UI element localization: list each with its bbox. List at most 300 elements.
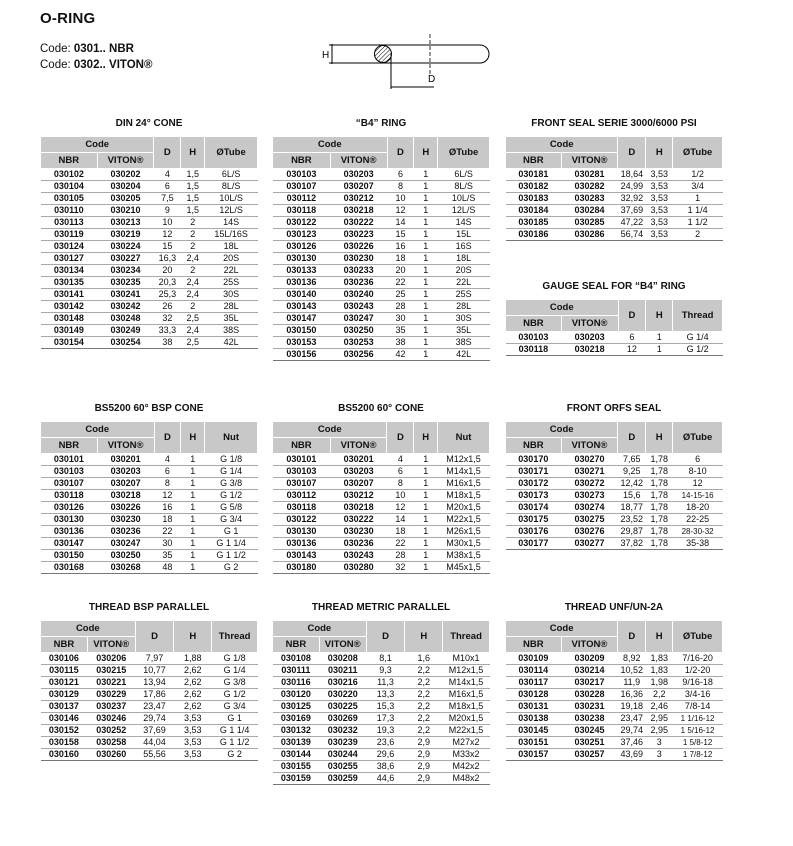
h-cell: 2,4 [181, 289, 205, 301]
last-col-cell: G 1 [212, 713, 258, 725]
viton-cell: 030286 [561, 229, 618, 241]
h-cell: 2,9 [405, 749, 443, 761]
last-col-cell: M18x1,5 [438, 490, 490, 502]
h-cell: 1 [414, 169, 438, 181]
nbr-cell: 030126 [273, 241, 331, 253]
h-cell: 3,53 [646, 169, 673, 181]
nbr-header: NBR [506, 316, 562, 332]
viton-cell: 030282 [561, 181, 618, 193]
nbr-cell: 030112 [273, 490, 331, 502]
h-cell: 1 [414, 337, 438, 349]
last-col-cell: G 3/4 [205, 514, 258, 526]
table-row [41, 229, 258, 241]
d-cell: 37,69 [135, 725, 174, 737]
d-header: D [618, 300, 646, 332]
last-col-header: Thread [443, 621, 490, 653]
diagram-d-label: D [428, 74, 436, 85]
h-cell: 2,2 [405, 713, 443, 725]
h-cell: 1 [414, 193, 438, 205]
d-cell: 6 [387, 466, 414, 478]
viton-cell: 030285 [561, 217, 618, 229]
nbr-cell: 030128 [506, 689, 562, 701]
d-cell: 12 [387, 502, 414, 514]
last-col-cell: 18-20 [673, 502, 723, 514]
viton-cell: 030231 [561, 701, 618, 713]
code-header: Code [506, 422, 618, 438]
last-col-cell: 30S [205, 289, 258, 301]
table-row [41, 466, 258, 478]
table-row [506, 677, 723, 689]
h-cell: 3 [646, 749, 673, 761]
table-row [506, 725, 723, 737]
nbr-cell: 030182 [506, 181, 562, 193]
last-col-cell: G 1/4 [212, 665, 258, 677]
nbr-header: NBR [506, 153, 562, 169]
d-cell: 22 [154, 526, 181, 538]
last-col-cell: 1/2 [673, 169, 723, 181]
nbr-cell: 030114 [506, 665, 562, 677]
nbr-cell: 030171 [506, 466, 562, 478]
last-col-cell: G 1 1/4 [212, 725, 258, 737]
h-cell: 2,95 [646, 713, 673, 725]
last-col-cell: 35L [438, 325, 490, 337]
spec-table [40, 421, 258, 574]
viton-cell: 030228 [561, 689, 618, 701]
table-row [506, 181, 723, 193]
d-cell: 23,47 [618, 713, 646, 725]
spec-table [272, 421, 490, 574]
nbr-cell: 030137 [41, 701, 88, 713]
d-cell: 6 [387, 169, 414, 181]
nbr-cell: 030136 [41, 526, 98, 538]
h-cell: 2 [181, 241, 205, 253]
viton-cell: 030203 [97, 466, 154, 478]
code-prefix: Code: [40, 43, 74, 55]
d-cell: 10,77 [135, 665, 174, 677]
viton-cell: 030272 [561, 478, 618, 490]
table-row [273, 665, 490, 677]
d-cell: 8,1 [366, 653, 405, 665]
d-cell: 20,3 [154, 277, 181, 289]
d-cell: 12 [154, 229, 181, 241]
viton-header: VITON® [561, 637, 618, 653]
h-cell: 1 [181, 514, 205, 526]
viton-cell: 030271 [561, 466, 618, 478]
nbr-cell: 030184 [506, 205, 562, 217]
nbr-cell: 030130 [273, 526, 331, 538]
d-header: D [154, 137, 181, 169]
viton-cell: 030268 [97, 562, 154, 574]
d-cell: 33,3 [154, 325, 181, 337]
viton-header: VITON® [87, 637, 135, 653]
last-col-cell: 42L [438, 349, 490, 361]
viton-cell: 030241 [97, 289, 154, 301]
h-cell: 1 [414, 550, 438, 562]
spec-table [40, 136, 258, 349]
d-cell: 7,65 [618, 454, 646, 466]
h-cell: 1,83 [646, 653, 673, 665]
table-row [41, 562, 258, 574]
d-header: D [366, 621, 405, 653]
table-row [506, 653, 723, 665]
d-cell: 20 [387, 265, 414, 277]
nbr-cell: 030152 [41, 725, 88, 737]
code-header: Code [506, 300, 619, 316]
last-col-cell: M48x2 [443, 773, 490, 785]
d-cell: 20 [154, 265, 181, 277]
d-cell: 37,69 [618, 205, 646, 217]
table-row [41, 725, 258, 737]
last-col-cell: 20S [438, 265, 490, 277]
nbr-cell: 030126 [41, 502, 98, 514]
h-header: H [181, 137, 205, 169]
nbr-header: NBR [41, 153, 98, 169]
code-value: 0302.. VITON® [73, 59, 153, 71]
h-cell: 1,78 [646, 490, 673, 502]
h-header: H [646, 422, 673, 454]
viton-cell: 030235 [97, 277, 154, 289]
nbr-cell: 030104 [41, 181, 98, 193]
d-cell: 23,52 [618, 514, 646, 526]
nbr-cell: 030118 [273, 205, 331, 217]
last-col-cell: G 1/2 [212, 689, 258, 701]
viton-cell: 030203 [330, 466, 387, 478]
last-col-cell: M16x1,5 [443, 689, 490, 701]
table-row [41, 526, 258, 538]
nbr-cell: 030148 [41, 313, 98, 325]
d-header: D [618, 621, 646, 653]
d-cell: 25 [387, 289, 414, 301]
viton-cell: 030226 [97, 502, 154, 514]
code-header: Code [506, 137, 618, 153]
h-cell: 3,53 [174, 737, 212, 749]
viton-cell: 030238 [561, 713, 618, 725]
h-header: H [181, 422, 205, 454]
d-cell: 38 [387, 337, 414, 349]
nbr-cell: 030107 [273, 478, 331, 490]
table-row [273, 205, 490, 217]
viton-cell: 030250 [97, 550, 154, 562]
table-row [273, 761, 490, 773]
d-cell: 47,22 [618, 217, 646, 229]
last-col-cell: 22-25 [673, 514, 723, 526]
d-cell: 11,3 [366, 677, 405, 689]
viton-cell: 030207 [330, 181, 387, 193]
spec-table [272, 620, 490, 785]
viton-header: VITON® [97, 153, 154, 169]
h-cell: 1,98 [646, 677, 673, 689]
h-cell: 2 [181, 301, 205, 313]
h-cell: 3,53 [646, 205, 673, 217]
last-col-cell: 16S [438, 241, 490, 253]
spec-table [505, 299, 723, 356]
last-col-cell: G 2 [212, 749, 258, 761]
d-cell: 32 [387, 562, 414, 574]
table-row [506, 229, 723, 241]
nbr-cell: 030154 [41, 337, 98, 349]
d-header: D [387, 137, 414, 169]
d-cell: 15,6 [618, 490, 646, 502]
table-row [506, 737, 723, 749]
table-row [41, 241, 258, 253]
h-cell: 1 [414, 325, 438, 337]
nbr-cell: 030143 [273, 550, 331, 562]
table-title: THREAD UNF/UN-2A [564, 602, 664, 613]
last-col-cell: M12x1,5 [443, 665, 490, 677]
d-cell: 25,3 [154, 289, 181, 301]
last-col-cell: M18x1,5 [443, 701, 490, 713]
h-cell: 1 [181, 502, 205, 514]
nbr-cell: 030180 [273, 562, 331, 574]
nbr-cell: 030108 [273, 653, 320, 665]
viton-cell: 030283 [561, 193, 618, 205]
viton-cell: 030230 [330, 526, 387, 538]
last-col-cell: G 1 1/4 [205, 538, 258, 550]
code-header: Code [273, 422, 387, 438]
table-row [273, 689, 490, 701]
viton-cell: 030251 [561, 737, 618, 749]
table-row [41, 265, 258, 277]
last-col-header: Thread [212, 621, 258, 653]
h-cell: 2,9 [405, 773, 443, 785]
h-cell: 2,5 [181, 337, 205, 349]
viton-cell: 030252 [87, 725, 135, 737]
last-col-header: Nut [438, 422, 490, 454]
viton-cell: 030230 [330, 253, 387, 265]
h-cell: 1 [181, 490, 205, 502]
nbr-cell: 030133 [273, 265, 331, 277]
nbr-cell: 030119 [41, 229, 98, 241]
h-cell: 3,53 [174, 725, 212, 737]
code-prefix: Code: [40, 59, 74, 71]
h-cell: 1 [414, 253, 438, 265]
h-cell: 2,2 [405, 665, 443, 677]
d-cell: 17,3 [366, 713, 405, 725]
viton-cell: 030275 [561, 514, 618, 526]
o-ring-cross-section-diagram [318, 32, 498, 94]
table-row [273, 265, 490, 277]
d-cell: 16,36 [618, 689, 646, 701]
nbr-cell: 030110 [41, 205, 98, 217]
nbr-cell: 030169 [273, 713, 320, 725]
nbr-cell: 030103 [506, 332, 562, 344]
viton-cell: 030247 [330, 313, 387, 325]
d-cell: 8 [154, 478, 181, 490]
last-col-cell: M20x1,5 [443, 713, 490, 725]
d-cell: 11,9 [618, 677, 646, 689]
last-col-cell: G 5/8 [205, 502, 258, 514]
nbr-cell: 030132 [273, 725, 320, 737]
viton-cell: 030280 [330, 562, 387, 574]
table-row [273, 217, 490, 229]
last-col-cell: 35L [205, 313, 258, 325]
h-cell: 1 [414, 241, 438, 253]
d-header: D [618, 422, 646, 454]
nbr-cell: 030147 [273, 313, 331, 325]
viton-cell: 030242 [97, 301, 154, 313]
d-cell: 26 [154, 301, 181, 313]
table-row [41, 301, 258, 313]
last-col-cell: 1/2-20 [673, 665, 723, 677]
last-col-cell: 1 1/2 [673, 217, 723, 229]
viton-cell: 030212 [330, 193, 387, 205]
nbr-cell: 030149 [41, 325, 98, 337]
nbr-cell: 030102 [41, 169, 98, 181]
table-row [41, 313, 258, 325]
nbr-cell: 030150 [273, 325, 331, 337]
viton-cell: 030205 [97, 193, 154, 205]
spec-table [272, 136, 490, 361]
last-col-cell: 15L/16S [205, 229, 258, 241]
d-cell: 55,56 [135, 749, 174, 761]
nbr-cell: 030115 [41, 665, 88, 677]
d-cell: 37,82 [618, 538, 646, 550]
viton-cell: 030258 [87, 737, 135, 749]
last-col-cell: 7/8-14 [673, 701, 723, 713]
nbr-cell: 030118 [506, 344, 562, 356]
table-title: DIN 24° CONE [115, 118, 183, 129]
table-row [506, 538, 723, 550]
table-row [41, 169, 258, 181]
last-col-cell: G 1/8 [212, 653, 258, 665]
nbr-cell: 030168 [41, 562, 98, 574]
h-cell: 2,2 [405, 725, 443, 737]
last-col-cell: 22L [205, 265, 258, 277]
h-cell: 2,2 [405, 701, 443, 713]
viton-cell: 030273 [561, 490, 618, 502]
last-col-cell: 28L [438, 301, 490, 313]
last-col-header: ØTube [673, 621, 723, 653]
nbr-header: NBR [41, 637, 88, 653]
last-col-cell: M22x1,5 [443, 725, 490, 737]
nbr-cell: 030123 [273, 229, 331, 241]
viton-cell: 030239 [319, 737, 366, 749]
table-row [41, 550, 258, 562]
viton-cell: 030222 [330, 217, 387, 229]
nbr-cell: 030127 [41, 253, 98, 265]
last-col-cell: G 1/2 [673, 344, 723, 356]
table-row [273, 526, 490, 538]
nbr-cell: 030109 [506, 653, 562, 665]
d-header: D [618, 137, 646, 169]
viton-cell: 030260 [87, 749, 135, 761]
h-cell: 1 [414, 514, 438, 526]
viton-cell: 030227 [97, 253, 154, 265]
table-row [273, 701, 490, 713]
nbr-cell: 030183 [506, 193, 562, 205]
last-col-cell: M30x1,5 [438, 538, 490, 550]
h-cell: 1 [646, 332, 673, 344]
h-cell: 1,78 [646, 454, 673, 466]
nbr-cell: 030101 [273, 454, 331, 466]
nbr-cell: 030146 [41, 713, 88, 725]
table-row [273, 538, 490, 550]
h-cell: 1 [414, 289, 438, 301]
nbr-cell: 030103 [41, 466, 98, 478]
table-row [506, 205, 723, 217]
last-col-header: ØTube [205, 137, 258, 169]
h-cell: 2,4 [181, 253, 205, 265]
d-cell: 37,46 [618, 737, 646, 749]
last-col-cell: M22x1,5 [438, 514, 490, 526]
table-row [506, 749, 723, 761]
page-title: O-RING [40, 10, 96, 27]
last-col-cell: G 1/8 [205, 454, 258, 466]
last-col-cell: 12L/S [438, 205, 490, 217]
viton-header: VITON® [330, 153, 387, 169]
table-row [41, 514, 258, 526]
h-cell: 1,5 [181, 169, 205, 181]
viton-cell: 030236 [97, 526, 154, 538]
table-row [41, 749, 258, 761]
table-row [41, 337, 258, 349]
table-row [506, 466, 723, 478]
table-row [506, 713, 723, 725]
d-cell: 23,6 [366, 737, 405, 749]
table-row [41, 490, 258, 502]
code-header: Code [41, 137, 154, 153]
d-cell: 7,5 [154, 193, 181, 205]
h-cell: 1 [414, 313, 438, 325]
table-row [273, 653, 490, 665]
viton-cell: 030206 [87, 653, 135, 665]
viton-cell: 030215 [87, 665, 135, 677]
table-row [273, 478, 490, 490]
diagram-h-label: H [322, 50, 330, 61]
table-title: BS5200 60° BSP CONE [94, 403, 204, 414]
last-col-cell: M38x1,5 [438, 550, 490, 562]
d-cell: 19,18 [618, 701, 646, 713]
h-cell: 2,62 [174, 665, 212, 677]
spec-table [505, 421, 723, 550]
code-value: 0301.. NBR [73, 43, 134, 55]
d-cell: 22 [387, 538, 414, 550]
d-cell: 32 [154, 313, 181, 325]
h-header: H [646, 621, 673, 653]
table-row [41, 217, 258, 229]
nbr-cell: 030113 [41, 217, 98, 229]
h-header: H [646, 300, 673, 332]
table-row [273, 466, 490, 478]
d-header: D [387, 422, 414, 454]
h-cell: 3 [646, 737, 673, 749]
h-cell: 2,2 [405, 689, 443, 701]
h-cell: 2 [181, 229, 205, 241]
viton-cell: 030259 [319, 773, 366, 785]
h-cell: 3,53 [174, 749, 212, 761]
last-col-cell: 1 [673, 193, 723, 205]
d-cell: 10 [154, 217, 181, 229]
nbr-cell: 030174 [506, 502, 562, 514]
nbr-cell: 030143 [273, 301, 331, 313]
table-row [41, 502, 258, 514]
nbr-cell: 030153 [273, 337, 331, 349]
h-cell: 1 [414, 478, 438, 490]
d-cell: 15 [154, 241, 181, 253]
table-row [506, 454, 723, 466]
h-cell: 1 [414, 217, 438, 229]
viton-cell: 030236 [330, 277, 387, 289]
nbr-header: NBR [506, 637, 562, 653]
last-col-cell: 35-38 [673, 538, 723, 550]
last-col-cell: 20S [205, 253, 258, 265]
d-cell: 38,6 [366, 761, 405, 773]
d-cell: 32,92 [618, 193, 646, 205]
h-cell: 2,2 [405, 677, 443, 689]
table-row [506, 502, 723, 514]
last-col-cell: 6L/S [205, 169, 258, 181]
h-header: H [405, 621, 443, 653]
